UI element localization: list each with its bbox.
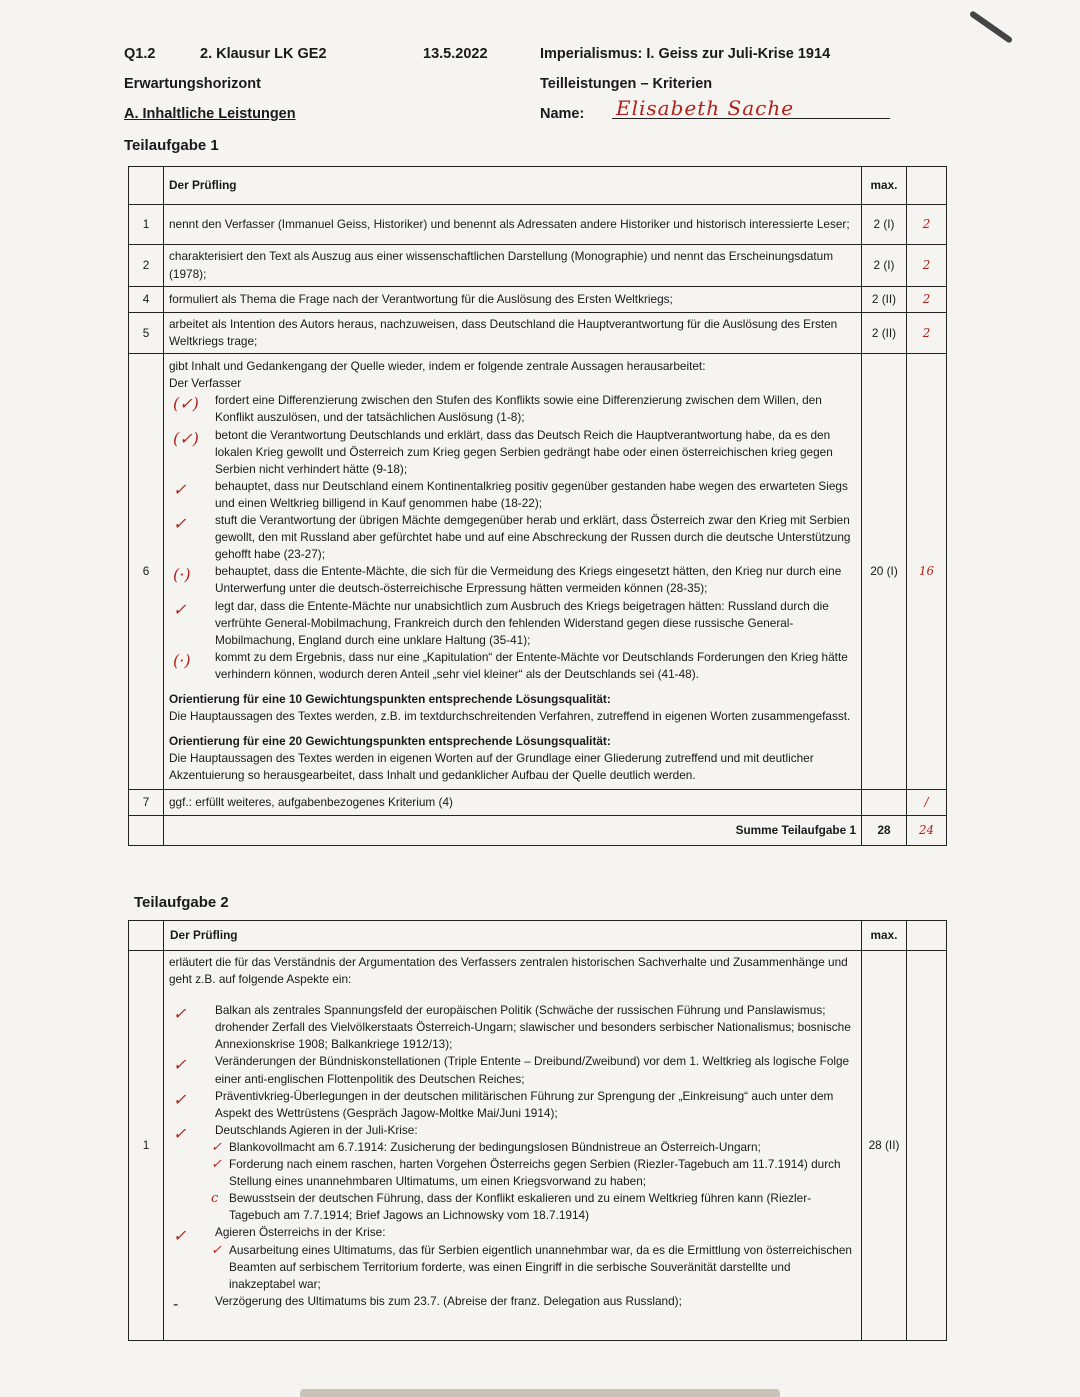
col-max: max. [862, 167, 907, 205]
task1-table [128, 166, 947, 846]
task1-title: Teilaufgabe 1 [124, 137, 219, 154]
item-text: Bewusstsein der deutschen Führung, dass der Konflikt eskalieren und zu einem Weltkrieg führen kann (Riezler-Tagebuch am 7.7.1914; Brief Jagows an Lichnowsky vom 18.7.1914) [229, 1191, 812, 1223]
dash-bullet: - [173, 1295, 179, 1313]
check-mark-icon: ✓ [211, 1139, 222, 1155]
task2-title: Teilaufgabe 2 [134, 894, 229, 911]
list-item [169, 1122, 856, 1143]
table-row [129, 287, 947, 313]
list-item [169, 1293, 856, 1313]
table-row [129, 245, 947, 287]
check-mark-icon: (✓) [173, 428, 199, 448]
max-points: 2 (II) [862, 287, 907, 313]
list-item [169, 649, 856, 683]
list-item [169, 1190, 856, 1224]
orientation-20-heading: Orientierung für eine 20 Gewichtungspunkten entsprechende Lösungsqualität: [169, 734, 611, 749]
sum-score: 24 [907, 816, 947, 846]
item-text: behauptet, dass die Entente-Mächte, die sich für die Vermeidung des Kriegs eingesetzt hätten, den Krieg nur durch eine Unterwerfung unter die deutsch-österreichische Erpressung hätten vermeiden können (28-35); [215, 564, 842, 596]
table-row [129, 951, 947, 1341]
list-item [169, 1002, 856, 1053]
criterion-text: arbeitet als Intention des Autors heraus, nachzuweisen, dass Deutschland die Hauptverantwortung für die Auslösung des Ersten Weltkriegs trage; [164, 313, 862, 354]
item-text: betont die Verantwortung Deutschlands und erklärt, dass das Deutsch Reich die Hauptverantwortung habe, da es den lokalen Krieg gewollt und Österreich zum Krieg gegen Serbien gedrängt habe oder einen österreichischen krieg gegen Serbien nicht verhindert hätte (9-18); [215, 427, 833, 476]
table-row [129, 354, 947, 790]
row-number: 6 [129, 354, 164, 790]
sum-label: Summe Teilaufgabe 1 [164, 816, 862, 846]
col-head: Der Prüfling [164, 921, 862, 951]
max-points: 2 (I) [862, 245, 907, 287]
row6-verfasser: Der Verfasser [169, 376, 242, 391]
list-item [169, 563, 856, 597]
awarded-points: 16 [907, 354, 947, 790]
item-text: Deutschlands Agieren in der Juli-Krise: [215, 1122, 418, 1137]
check-mark-icon: ✓ [173, 1123, 187, 1143]
criterion-text: charakterisiert den Text als Auszug aus einer wissenschaftlichen Darstellung (Monographie) und nennt das Erscheinungsdatum (1978); [164, 245, 862, 287]
exam-topic: Imperialismus: I. Geiss zur Juli-Krise 1914 [540, 46, 831, 62]
row-number: 5 [129, 313, 164, 354]
item-text: Verzögerung des Ultimatums bis zum 23.7. (Abreise der franz. Delegation aus Russland); [215, 1293, 682, 1308]
item-text: Ausarbeitung eines Ultimatums, das für Serbien eigentlich unannehmbar war, da es die Ermittlung von österreichischen Beamten auf serbischem Territorium forderte, was einen Eingriff in die serbische Souveränität darstellte und inakzeptabel war; [229, 1242, 852, 1291]
list-item [169, 392, 856, 426]
list-item [169, 1053, 856, 1087]
row-number: 1 [129, 205, 164, 245]
task2-table [128, 920, 947, 1341]
criterion-text [164, 951, 862, 1341]
corner-cell [129, 167, 164, 205]
criterion-text: ggf.: erfüllt weiteres, aufgabenbezogenes Kriterium (4) [164, 790, 862, 816]
table-row [129, 313, 947, 354]
list-item [169, 427, 856, 478]
item-text: behauptet, dass nur Deutschland einem Kontinentalkrieg positiv gegenüber gestanden habe wegen des erwarteten Siegs und einen Weltkrieg billigend in Kauf genommen habe (18-22); [215, 478, 848, 510]
exam-date: 13.5.2022 [423, 46, 488, 62]
max-points: 2 (I) [862, 205, 907, 245]
criterion-text: formuliert als Thema die Frage nach der Verantwortung für die Auslösung des Ersten Weltkriegs; [164, 287, 862, 313]
subtitle-left: Erwartungshorizont [124, 76, 261, 92]
list-item [169, 598, 856, 649]
check-mark-icon: ✓ [173, 479, 187, 499]
list-item [169, 1242, 856, 1293]
check-mark-icon: (·) [173, 650, 191, 670]
orientation-20-text: Die Hauptaussagen des Textes werden in eigenen Worten auf der Grundlage einer Gliederung zutreffend und mit deutlicher Akzentuierung so herausgearbeitet, dass Inhalt und gedanklicher Aufbau der Quelle deutlich werden. [169, 751, 814, 783]
orientation-10-text: Die Hauptaussagen des Textes werden, z.B. im textdurchschreitenden Verfahren, zutreffend in eigenen Worten zusammengefasst. [169, 709, 851, 724]
awarded-points: 2 [907, 245, 947, 287]
student-name: Elisabeth Sache [616, 96, 795, 120]
empty-cell [129, 816, 164, 846]
check-mark-icon: (✓) [173, 394, 199, 414]
task2-intro: erläutert die für das Verständnis der Argumentation des Verfassers zentralen historischen Sachverhalte und Zusammenhänge und geht z.B. auf folgende Aspekte ein: [169, 955, 848, 987]
awarded-points: / [907, 790, 947, 816]
max-points: 28 (II) [862, 951, 907, 1341]
list-item [169, 1224, 856, 1246]
list-item [169, 512, 856, 563]
score-head [907, 921, 947, 951]
table-row [129, 205, 947, 245]
check-mark-icon: ✓ [211, 1157, 222, 1173]
name-label: Name: [540, 106, 585, 122]
row-number: 2 [129, 245, 164, 287]
col-head: Der Prüfling [164, 167, 862, 205]
check-mark-icon: ✓ [173, 514, 187, 534]
exam-title: 2. Klausur LK GE2 [200, 46, 327, 62]
check-mark-icon: (·) [173, 565, 191, 585]
row6-intro: gibt Inhalt und Gedankengang der Quelle wieder, indem er folgende zentrale Aussagen herausarbeitet: [169, 359, 706, 374]
item-text: Balkan als zentrales Spannungsfeld der europäischen Politik (Schwäche der russischen Führung und Panslawismus; drohender Zerfall des Vielvölkerstaats Österreich-Ungarn; slawischer und besonders serbischer Nationalismus; bosnische Annexionskrise 1908; Balkankriege 1912/13); [215, 1003, 851, 1052]
list-item [169, 1156, 856, 1190]
awarded-points: 2 [907, 313, 947, 354]
check-mark-icon: ✓ [211, 1242, 222, 1258]
check-mark-icon: ✓ [173, 1004, 187, 1024]
pen-stroke [969, 10, 1013, 44]
table-row [129, 790, 947, 816]
list-item [169, 478, 856, 512]
item-text: kommt zu dem Ergebnis, dass nur eine „Kapitulation“ der Entente-Mächte vor Deutschlands Forderungen den Krieg hätte verhindern können, wodurch deren Anteil „sehr viel kleiner“ als der Deutschlands sei (41-48). [215, 649, 848, 681]
course-label: Q1.2 [124, 46, 156, 62]
check-mark-icon: ✓ [173, 1055, 187, 1075]
awarded-points: 2 [907, 287, 947, 313]
item-text: Forderung nach einem raschen, harten Vorgehen Österreichs gegen Serbien (Riezler-Tagebuch am 11.7.1914) durch Stellung eines unannehmbaren Ultimatums, um einen Kriegsvorwand zu haben; [229, 1157, 841, 1189]
max-points: 20 (I) [862, 354, 907, 790]
page-edge [300, 1389, 780, 1397]
check-mark-icon: ✓ [173, 1226, 187, 1246]
list-item [169, 1139, 856, 1156]
orientation-10-heading: Orientierung für eine 10 Gewichtungspunkten entsprechende Lösungsqualität: [169, 691, 611, 706]
awarded-points [907, 951, 947, 1341]
sum-max: 28 [862, 816, 907, 846]
item-text: Agieren Österreichs in der Krise: [215, 1225, 386, 1240]
section-title: A. Inhaltliche Leistungen [124, 106, 296, 122]
row-number: 1 [129, 951, 164, 1341]
max-points: 2 (II) [862, 313, 907, 354]
sum-row [129, 816, 947, 846]
item-text: Veränderungen der Bündniskonstellationen (Triple Entente – Dreibund/Zweibund) vor dem 1. Weltkrieg als logische Folge einer anti-englischen Flottenpolitik des Deutschen Reiches; [215, 1054, 850, 1086]
list-item [169, 1088, 856, 1122]
item-text: legt dar, dass die Entente-Mächte nur unabsichtlich zum Ausbruch des Kriegs beigetragen hätten: Russland durch die verfrühte General-Mobilmachung, Frankreich durch den fehlenden Widerstand gegen diese russische General-Mobilmachung, England durch eine unklare Haltung (35-41); [215, 598, 829, 647]
max-points [862, 790, 907, 816]
score-head [907, 167, 947, 205]
criterion-text: nennt den Verfasser (Immanuel Geiss, Historiker) und benennt als Adressaten andere Historiker und historisch interessierte Leser; [164, 205, 862, 245]
corner-cell [129, 921, 164, 951]
check-mark-icon: ✓ [173, 599, 187, 619]
row-number: 4 [129, 287, 164, 313]
awarded-points: 2 [907, 205, 947, 245]
col-max: max. [862, 921, 907, 951]
item-text: Blankovollmacht am 6.7.1914: Zusicherung der bedingungslosen Bündnistreue an Österreich-Ungarn; [229, 1139, 761, 1154]
check-mark-icon: c [211, 1191, 219, 1207]
item-text: stuft die Verantwortung der übrigen Mächte demgegenüber herab und erklärt, dass Österreich zwar den Krieg mit Serbien gewollt, den mit Russland aber gefürchtet habe und auf eine Abschreckung der Russen durch die deutsche Unterstützung gehofft habe (23-27); [215, 513, 851, 562]
check-mark-icon: ✓ [173, 1089, 187, 1109]
item-text: Präventivkrieg-Überlegungen in der deutschen militärischen Führung zur Sprengung der „Einkreisung“ auch unter dem Aspekt des Wettrüstens (Gespräch Jagow-Moltke Mai/Juni 1914); [215, 1088, 834, 1120]
criterion-text [164, 354, 862, 790]
item-text: fordert eine Differenzierung zwischen den Stufen des Konflikts sowie eine Differenzierung zwischen dem Willen, den Konflikt auszulösen, und der tatsächlichen Auslösung (1-8); [215, 393, 822, 425]
row-number: 7 [129, 790, 164, 816]
subtitle-right: Teilleistungen – Kriterien [540, 76, 713, 92]
